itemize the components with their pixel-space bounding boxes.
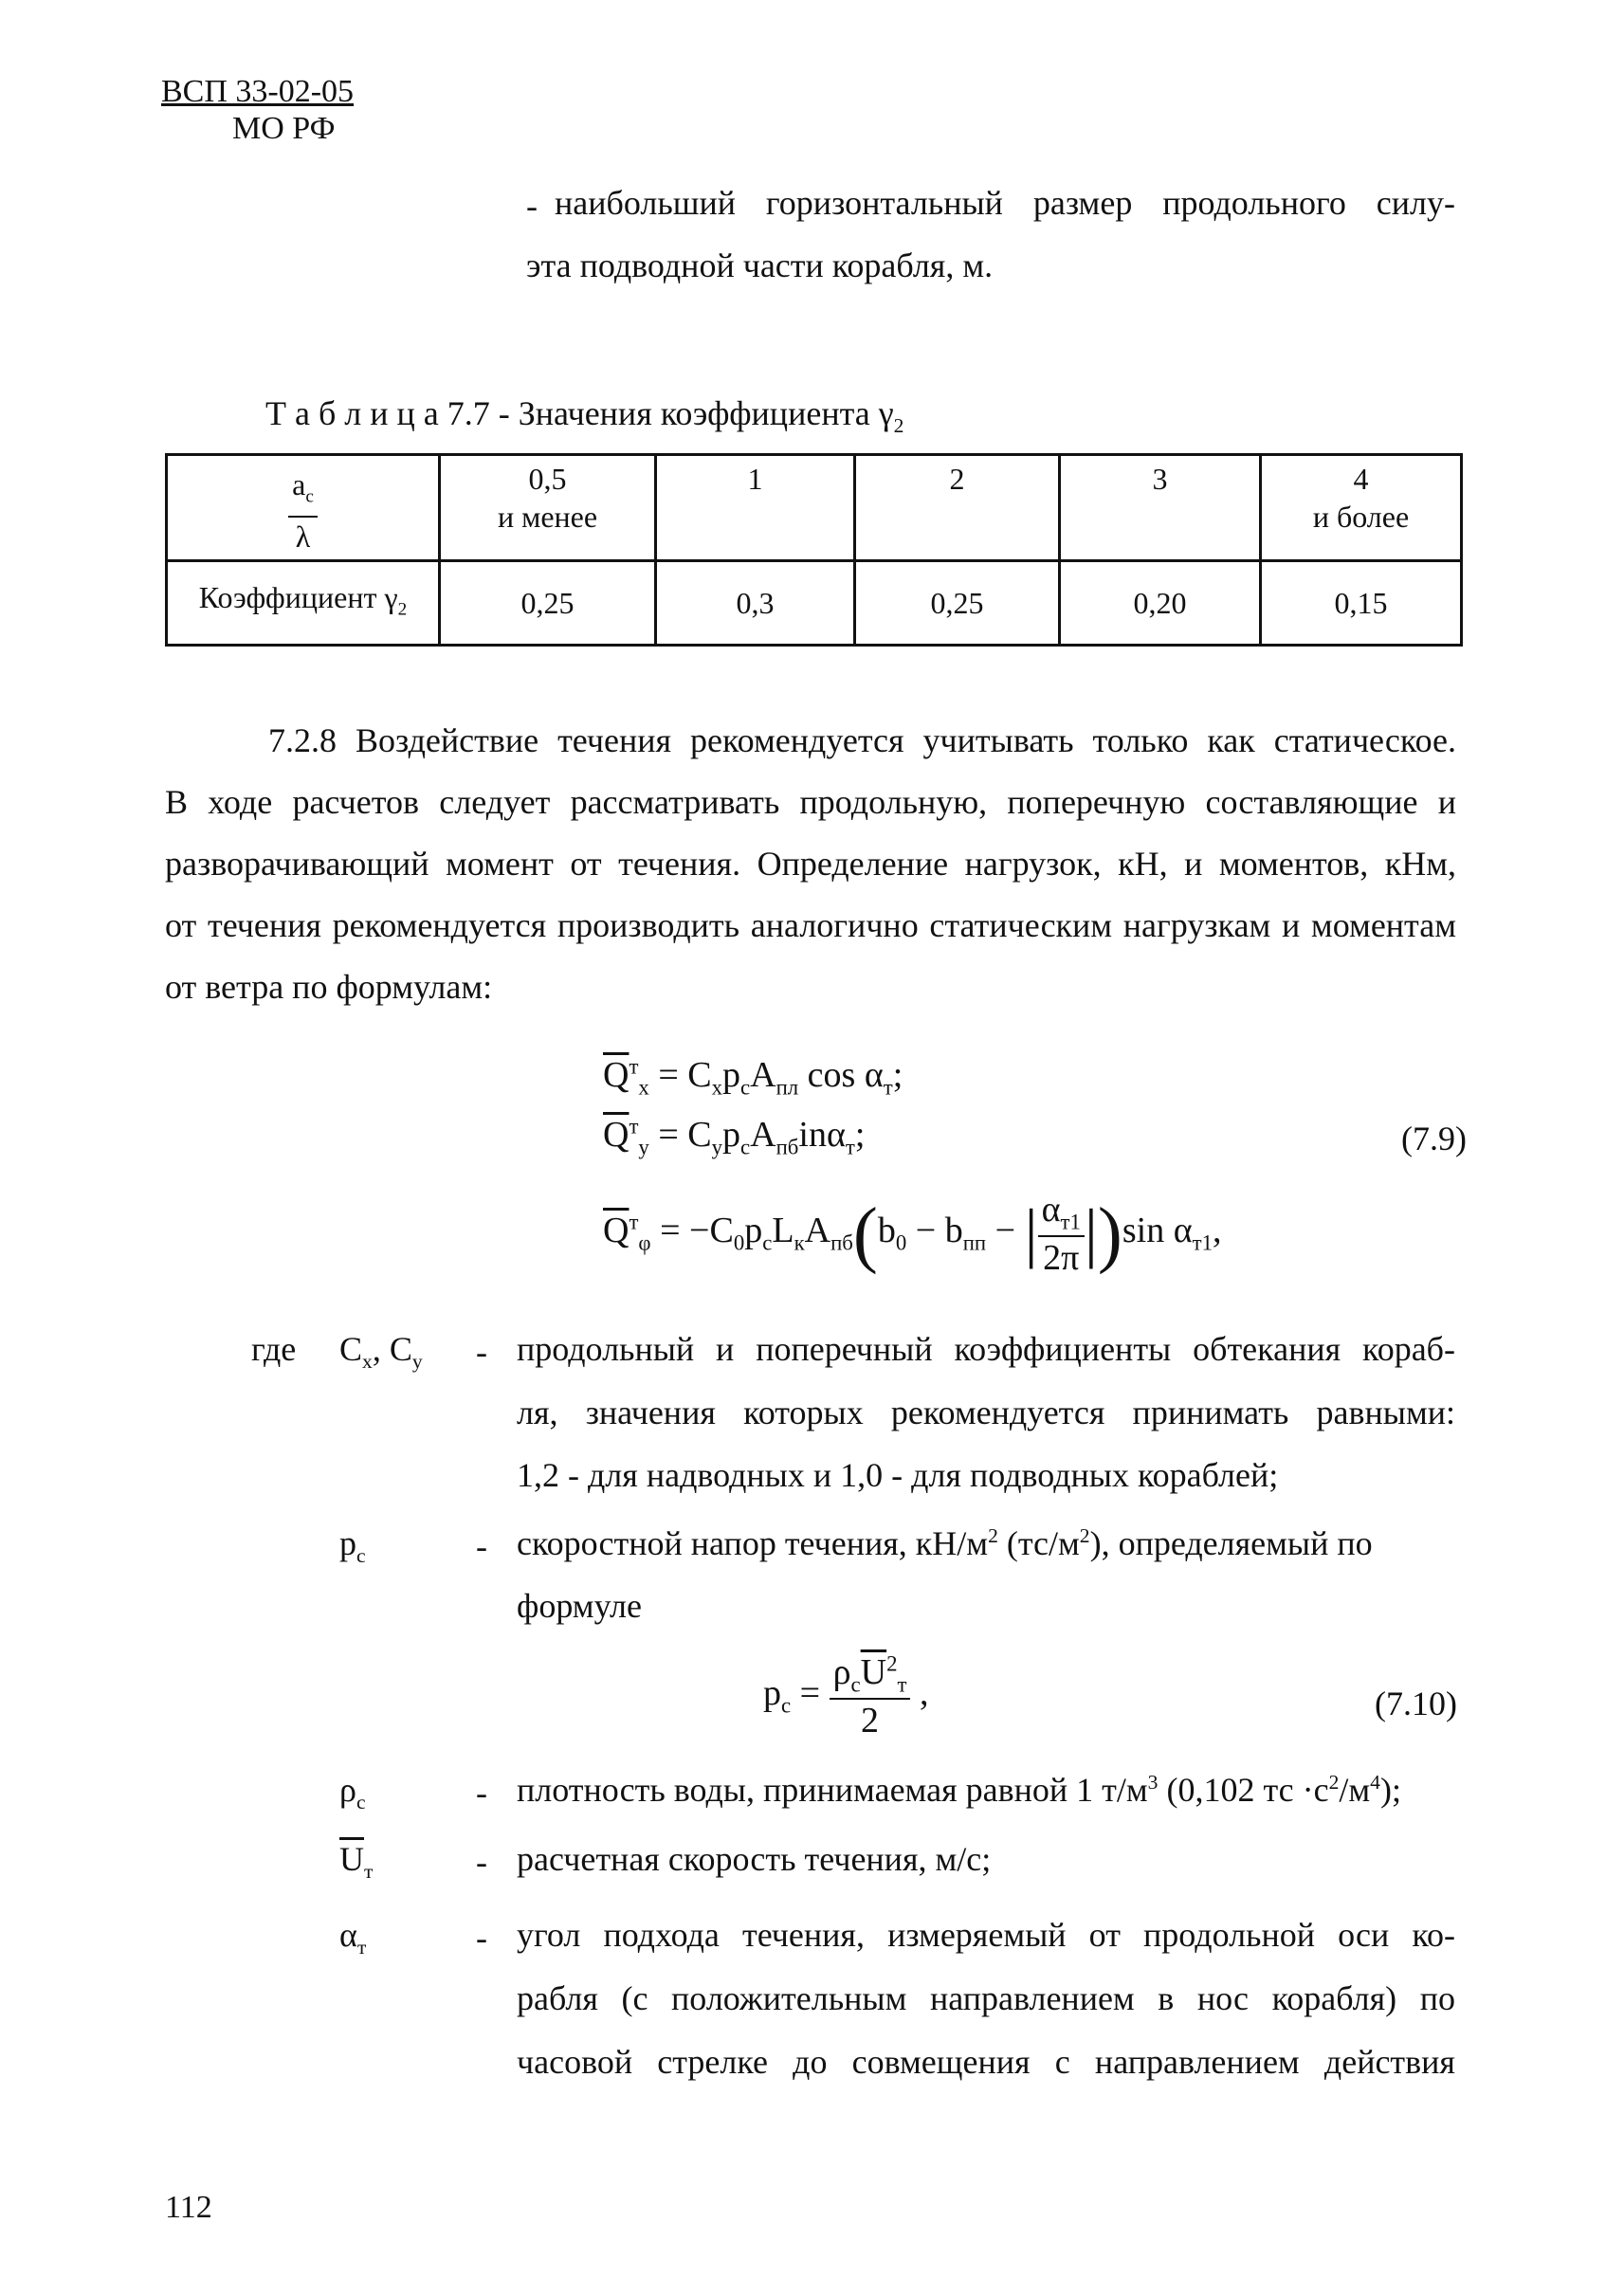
formula-7-9-line-2: $\overline{Q}^т_y = C_yp_cA_{пб}in\alpha_т$;	[603, 1114, 866, 1159]
symbol-alpha: $\alpha_т$	[339, 1916, 367, 1959]
dash: -	[476, 1333, 487, 1371]
definition-cx-line-3: 1,2 - для надводных и 1,0 - для подводных кораблей;	[517, 1456, 1279, 1494]
table-cell: 0,15	[1261, 561, 1462, 646]
definition-ut: расчетная скорость течения, м/с;	[517, 1840, 992, 1878]
table-cell: 0,20	[1060, 561, 1261, 646]
header-col: 3	[1060, 455, 1261, 561]
definition-alpha-line-2: рабля (с положительным направлением в нос корабля) по	[517, 1979, 1455, 2017]
where-word: где	[251, 1330, 297, 1368]
dash: -	[476, 1527, 487, 1565]
dash: -	[526, 187, 538, 225]
dash: -	[476, 1774, 487, 1812]
coefficient-table	[165, 453, 1463, 647]
paragraph-line-1: 7.2.8 Воздействие течения рекомендуется учитывать только как статическое.	[268, 721, 1456, 759]
header-col: 0,5 и менее	[440, 455, 656, 561]
organization: МО РФ	[232, 111, 336, 146]
definition-pc-line-1: скоростной напор течения, $кН/м^2$ $(тс/м^2)$, определяемый по	[517, 1524, 1373, 1562]
header-ratio-cell: $\frac{a_c}{\lambda}$	[167, 455, 440, 561]
symbol-pc: $p_c$	[339, 1524, 366, 1568]
row-label: Коэффициент $\gamma_2$	[167, 561, 440, 646]
definition-rho: плотность воды, принимаемая равной 1 $т/м^3$ (0,102 тс $\cdot с^2/м^4$);	[517, 1771, 1401, 1809]
definition-cx-line-2: ля, значения которых рекомендуется принимать равными:	[517, 1394, 1455, 1431]
definition-line-2: эта подводной части корабля, м.	[526, 246, 994, 284]
definition-cx-line-1: продольный и поперечный коэффициенты обтекания кораб-	[517, 1330, 1455, 1368]
definition-line-1: наибольший горизонтальный размер продольного силу-	[555, 184, 1455, 222]
paragraph-line-5: от ветра по формулам:	[165, 968, 493, 1006]
definition-alpha-line-3: часовой стрелке до совмещения с направлением действия	[517, 2043, 1455, 2081]
document-code: ВСП 33-02-05	[161, 74, 355, 109]
definition-pc-line-2: формуле	[517, 1587, 642, 1625]
page-number: 112	[165, 2190, 212, 2225]
symbol-cx-cy: $C_x$, $C_y$	[339, 1330, 423, 1374]
table-cell: 0,25	[855, 561, 1060, 646]
symbol-rho: $\rho_c$	[339, 1771, 366, 1814]
header-col: 1	[656, 455, 855, 561]
table-cell: 0,25	[440, 561, 656, 646]
paragraph-line-4: от течения рекомендуется производить аналогично статическим нагрузкам и моментам	[165, 906, 1456, 944]
formula-7-10: $p_c$ = $\frac{\rho_c\overline{U}^2_т}{2}$ ,	[763, 1651, 929, 1740]
equation-number-7-10: (7.10)	[1375, 1685, 1457, 1722]
equation-number-7-9: (7.9)	[1401, 1120, 1467, 1157]
paragraph-line-3: разворачивающий момент от течения. Определение нагрузок, кН, и моментов, кНм,	[165, 845, 1456, 883]
header-col: 2	[855, 455, 1060, 561]
symbol-ut: $\overline{U}_т$	[339, 1840, 374, 1884]
table-cell: 0,3	[656, 561, 855, 646]
table-caption: Т а б л и ц а 7.7 - Значения коэффициента $\gamma_2$	[265, 394, 904, 438]
header-col: 4 и более	[1261, 455, 1462, 561]
paragraph-line-2: В ходе расчетов следует рассматривать продольную, поперечную составляющие и	[165, 783, 1456, 821]
dash: -	[476, 1919, 487, 1957]
formula-7-9-line-3: $\overline{Q}^т_\varphi = -C_0p_cL_кA_{пб}(b_0 - b_{пп}$ − | $\frac{\alpha_{т1}}{2\pi}$ |)sin $\alpha_{т1}$,	[603, 1190, 1222, 1278]
definition-alpha-line-1: угол подхода течения, измеряемый от продольной оси ко-	[517, 1916, 1455, 1954]
formula-7-9-line-1: $\overline{Q}^т_x = C_xp_cA_{пл}$ $\cos \alpha_т$;	[603, 1054, 903, 1100]
dash: -	[476, 1843, 487, 1881]
